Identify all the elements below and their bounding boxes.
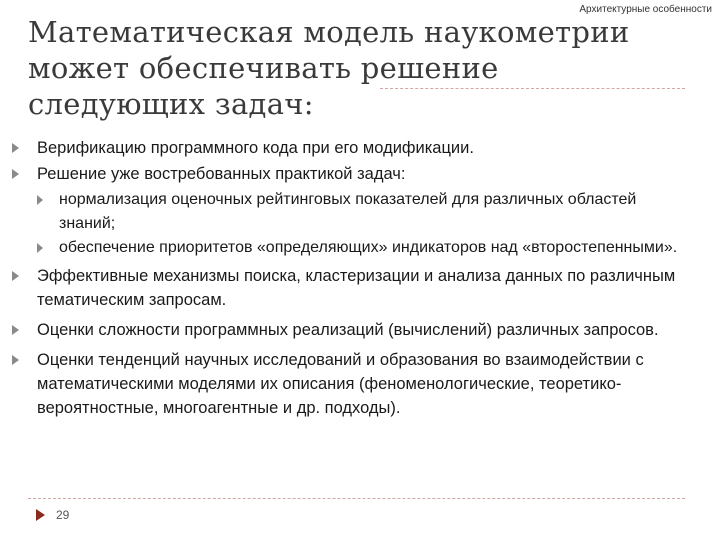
bullet-arrow-icon: [37, 195, 43, 205]
bullet-arrow-icon: [12, 355, 19, 365]
bullet-arrow-icon: [12, 325, 19, 335]
list-item-text: Оценки тенденций научных исследований и образования во взаимодействии с математическими моделями их описания (феноменологические, теоретико-вероятностные, многоагентные и др. подходы).: [37, 351, 644, 417]
bullet-arrow-icon: [12, 271, 19, 281]
list-item-text: Решение уже востребованных практикой задач:: [37, 165, 406, 183]
page-arrow-icon: [36, 509, 45, 521]
bullet-list: [12, 136, 692, 422]
footer-divider: [28, 498, 685, 499]
bullet-arrow-icon: [37, 243, 43, 253]
list-item: [12, 348, 692, 420]
sub-list-item-text: нормализация оценочных рейтинговых показателей для различных областей знаний;: [59, 191, 637, 232]
list-item-text: Эффективные механизмы поиска, кластеризации и анализа данных по различным тематическим запросам.: [37, 267, 676, 309]
sub-list-item-text: обеспечение приоритетов «определяющих» индикаторов над «второстепенными».: [59, 239, 678, 256]
page-number: 29: [56, 508, 70, 522]
list-item: [12, 318, 692, 342]
list-item-text: Оценки сложности программных реализаций (вычислений) различных запросов.: [37, 321, 659, 339]
bullet-arrow-icon: [12, 169, 19, 179]
sub-list-item: [37, 188, 692, 236]
list-item: [12, 136, 692, 160]
sub-list-item: [37, 236, 692, 260]
list-item: [12, 162, 692, 260]
list-item-text: Верификацию программного кода при его модификации.: [37, 139, 474, 157]
header-note: Архитектурные особенности: [579, 4, 712, 15]
slide-title: Математическая модель наукометрии может обеспечивать решение следующих задач:: [28, 15, 630, 121]
list-item: [12, 264, 692, 312]
title-divider: [380, 88, 685, 89]
bullet-arrow-icon: [12, 143, 19, 153]
sub-list: [37, 188, 692, 260]
